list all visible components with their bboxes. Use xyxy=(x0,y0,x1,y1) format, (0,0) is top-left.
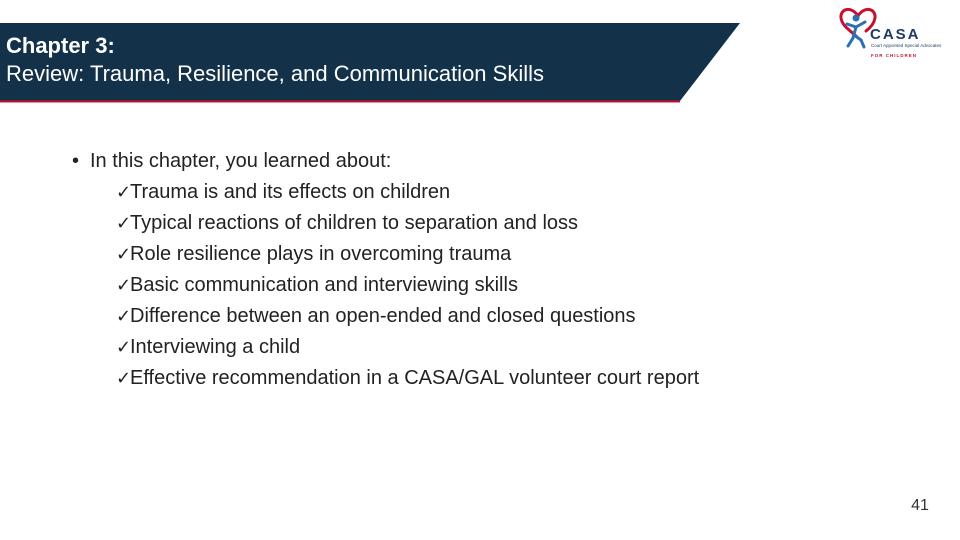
list-item xyxy=(116,208,699,239)
casa-logo-tagline: Court Appointed Special Advocates xyxy=(871,43,942,48)
checkmark-icon: ✓ xyxy=(116,182,132,203)
checkmark-icon: ✓ xyxy=(116,306,132,327)
checkmark-icon: ✓ xyxy=(116,244,132,265)
list-item-text: Role resilience plays in overcoming trauma xyxy=(130,243,512,265)
list-item xyxy=(116,177,699,208)
checkmark-icon: ✓ xyxy=(116,213,132,234)
checkmark-icon: ✓ xyxy=(116,275,132,296)
page-number: 41 xyxy=(911,497,929,514)
list-item-text: Trauma is and its effects on children xyxy=(130,181,451,203)
list-item xyxy=(116,332,699,363)
chapter-heading: Chapter 3: xyxy=(6,33,115,58)
intro-bullet xyxy=(72,146,699,177)
casa-logo-tagline-children: FOR CHILDREN xyxy=(871,53,917,58)
casa-logo xyxy=(838,4,942,60)
title-banner xyxy=(0,0,960,110)
list-item-text: Typical reactions of children to separation and loss xyxy=(130,212,579,234)
list-item-text: Interviewing a child xyxy=(130,336,301,358)
learned-topics-list xyxy=(72,177,699,394)
slide-title xyxy=(6,32,544,88)
list-item xyxy=(116,363,699,394)
intro-bullet-text: In this chapter, you learned about: xyxy=(90,150,392,172)
list-item-text: Difference between an open-ended and closed questions xyxy=(130,305,636,327)
chapter-subtitle: Review: Trauma, Resilience, and Communication Skills xyxy=(6,61,544,86)
bullet-icon: • xyxy=(72,150,80,172)
list-item-text: Effective recommendation in a CASA/GAL volunteer court report xyxy=(130,367,700,389)
list-item xyxy=(116,239,699,270)
checkmark-icon: ✓ xyxy=(116,337,132,358)
casa-logo-word: CASA xyxy=(870,26,921,43)
slide-body xyxy=(72,146,699,394)
list-item xyxy=(116,270,699,301)
list-item xyxy=(116,301,699,332)
list-item-text: Basic communication and interviewing skills xyxy=(130,274,518,296)
checkmark-icon: ✓ xyxy=(116,368,132,389)
